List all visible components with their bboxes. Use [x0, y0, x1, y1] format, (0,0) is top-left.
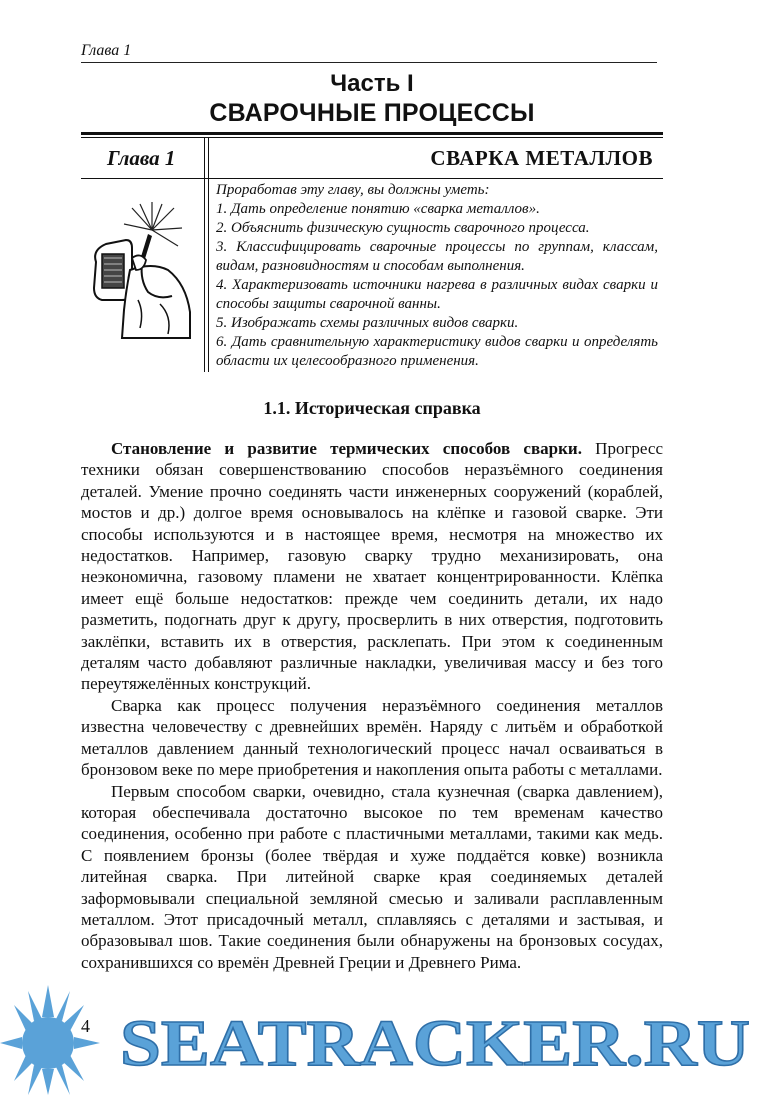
paragraph: Сварка как процесс получения неразъёмного соединения металлов известна человечеству с древнейших времён. Наряду с литьём и обработкой металлов давлением данный технологический процесс начал осваиваться в бронзовом веке по мере приобретения и накопления опыта работы с металлами. — [81, 695, 663, 780]
sun-logo-icon — [0, 985, 100, 1095]
objective-item: 4. Характеризовать источники нагрева в различных видах сварки и способы защиты сварочной ванны. — [216, 277, 658, 312]
part-label: Часть I — [330, 70, 414, 97]
page-number: 4 — [81, 1016, 90, 1036]
divider — [81, 137, 663, 138]
divider — [81, 132, 663, 135]
running-head — [81, 38, 657, 63]
objective-item: 5. Изображать схемы различных видов сварки. — [216, 315, 519, 331]
paragraph-lead: Становление и развитие термических способов сварки. — [111, 439, 582, 458]
objectives-intro: Проработав эту главу, вы должны уметь: — [216, 182, 490, 198]
objective-item: 6. Дать сравнительную характеристику видов сварки и определять области их целесообразного применения. — [216, 334, 658, 369]
running-head-text: Глава 1 — [81, 42, 135, 60]
part-heading — [81, 70, 663, 128]
part-title: СВАРОЧНЫЕ ПРОЦЕССЫ — [209, 99, 535, 127]
chapter-title: СВАРКА МЕТАЛЛОВ — [430, 146, 653, 170]
objective-item: 2. Объяснить физическую сущность сварочного процесса. — [216, 220, 590, 236]
objective-item: 1. Дать определение понятию «сварка металлов». — [216, 201, 540, 217]
chapter-header — [81, 140, 663, 178]
paragraph: Первым способом сварки, очевидно, стала кузнечная (сварка давлением), которая обеспечивала достаточно высокое по тем временам качество соединения, особенно при работе с пластичными металлами, такими как медь. С появлением бронзы (более твёрдая и хуже поддаётся ковке) возникла литейная сварка. При литейной сварке края соединяемых деталей заформовывали специальной земляной смесью и заливали расплавленным металлом. Этот присадочный металл, сплавляясь с деталями и застывая, и образовывал шов. Такие соединения были обнаружены на бронзовых сосудах, сохранившихся со времён Древней Греции и Древнего Рима. — [81, 781, 663, 972]
divider — [81, 178, 663, 179]
paragraph-text: Прогресс техники обязан совершенствованию способов неразъёмного соединения деталей. Умение прочно соединять части инженерных сооружений (кораблей, мостов и др.) долгое время основывалось на клёпке и газовой сварке. Эти способы используются и в настоящее время, несмотря на множество их недостатков. Например, газовую сварку трудно механизировать, она неэкономична, газовому пламени не хватает концентрированности. Клёпка имеет ещё больше недостатков: прежде чем соединить детали, их надо разметить, подогнать друг к другу, просверлить в них отверстия, подготовить заклёпки, вставить их в отверстия, расклепать. При этом к соединенным деталям часто добавляют различные накладки, увеличивая массу и без того переутяжелённых конструкций. — [81, 439, 663, 694]
welder-illustration-icon — [82, 200, 202, 340]
watermark — [0, 985, 775, 1095]
objective-item: 3. Классифицировать сварочные процессы по группам, классам, видам, разновидностям и способам выполнения. — [216, 239, 658, 274]
paragraph — [81, 438, 663, 695]
chapter-number: Глава 1 — [107, 146, 176, 170]
section-heading: 1.1. Историческая справка — [263, 398, 481, 418]
body-text — [81, 438, 663, 973]
chapter-objectives — [216, 181, 658, 371]
watermark-text: SEATRACKER.RU — [120, 1007, 750, 1080]
